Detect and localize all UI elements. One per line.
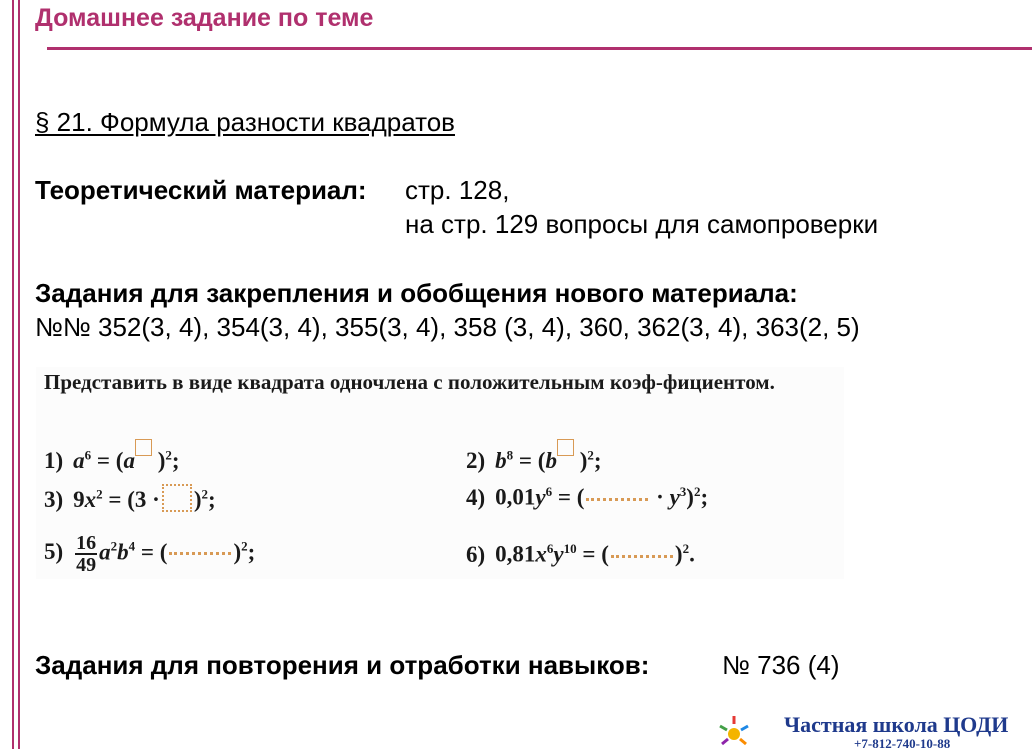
header-divider — [47, 47, 1032, 50]
exercise-image — [36, 367, 844, 579]
exercise-item-2: 2) $b^8 = (b$ )$^2$; — [466, 439, 602, 474]
left-border-line-inner — [18, 0, 20, 749]
sun-logo-icon — [716, 714, 752, 749]
placeholder-dots — [586, 488, 648, 501]
section-title: § 21. Формула разности квадратов — [35, 107, 455, 137]
exercise-item-1: 1) $a^6 = (a$ )$^2$; — [44, 439, 180, 474]
exercise-item-4: 4) $0,01y^6$ = ( · $y^3)^2$; — [466, 484, 709, 510]
left-border-line — [12, 0, 14, 749]
fraction: $\frac{16}{49}$ — [76, 532, 97, 576]
exercise-title: Представить в виде квадрата одночлена с положительным коэф-фициентом. — [44, 370, 775, 394]
placeholder-box — [162, 484, 192, 512]
school-name: Частная школа ЦОДИ — [784, 712, 1009, 737]
school-phone: +7-812-740-10-88 — [854, 736, 951, 749]
placeholder-dots — [611, 545, 673, 558]
exercise-item-3: 3) $9x^2 = (3 \cdot )^2$; — [44, 484, 216, 513]
exercise-item-6: 6) $0,81x^6y^{10}$ = ( )$^2$. — [466, 541, 695, 567]
repeat-task: № 736 (4) — [722, 650, 840, 680]
tasks-label: Задания для закрепления и обобщения нового материала: — [35, 278, 798, 308]
tasks-list: №№ 352(3, 4), 354(3, 4), 355(3, 4), 358 (3, 4), 360, 362(3, 4), 363(2, 5) — [35, 312, 860, 342]
placeholder-box — [135, 439, 152, 456]
theory-pages: стр. 128, — [405, 175, 510, 205]
theory-questions: на стр. 129 вопросы для самопроверки — [405, 209, 879, 239]
repeat-label: Задания для повторения и отработки навыков: — [35, 650, 650, 680]
page-header-title: Домашнее задание по теме — [35, 4, 374, 32]
theory-label: Теоретический материал: — [35, 175, 367, 205]
school-logo — [706, 712, 1032, 749]
placeholder-dots — [169, 542, 231, 555]
placeholder-box — [557, 439, 574, 456]
exercise-item-5: 5) $\frac{16}{49}$ $a^2b^4$ = ( )$^2$; — [44, 532, 256, 576]
